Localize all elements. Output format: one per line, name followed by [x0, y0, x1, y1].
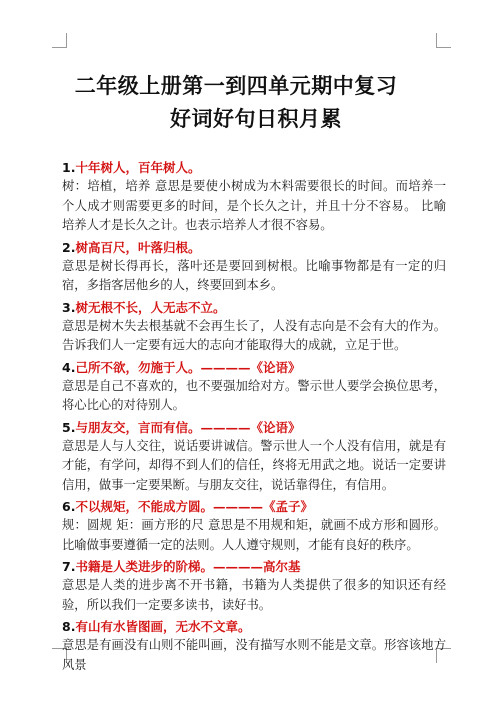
entry-number: 2.: [62, 239, 76, 255]
entry-number: 5.: [62, 419, 76, 435]
entry-title: [62, 617, 446, 636]
entry-title-text: 树高百尺，叶落归根。: [75, 239, 201, 255]
entry-number: 3.: [62, 299, 76, 315]
entry-number: 8.: [62, 619, 76, 634]
entry-title-text: 己所不欲，勿施于人。————《论语》: [75, 359, 301, 375]
entry-title-text: 与朋友交，言而有信。————《论语》: [75, 419, 301, 435]
entry-body: 意思是树长得再长，落叶还是要回到树根。比喻事物都是有一定的归宿，多指客居他乡的人，终要回到本乡。: [62, 258, 446, 292]
entry-title-text: 不以规矩，不能成方圆。————《孟子》: [75, 499, 313, 514]
entry-body: 意思是有画没有山则不能叫画，没有描写水则不能是文章。形容该地方风景: [62, 638, 446, 672]
entries-list: [62, 158, 446, 677]
entry-title: [62, 497, 446, 516]
entry-body: 意思是树木失去根基就不会再生长了，人没有志向是不会有大的作为。告诉我们人一定要有远大的志向才能取得大的成就，立足于世。: [62, 318, 446, 352]
entry-number: 7.: [62, 559, 76, 574]
entry-body: 意思是人与人交往，说话要讲诚信。警示世人一个人没有信用，就是有才能，有学问，却得不到人们的信任，终将无用武之地。说话一定要讲信用，做事一定要果断。与朋友交往，说话靠得住，有信用。: [62, 438, 446, 492]
crop-mark-top-left: [52, 33, 67, 48]
entry-body: 意思是人类的进步离不开书籍，书籍为人类提供了很多的知识还有经验，所以我们一定要多读书，读好书。: [62, 578, 446, 612]
entry-title: [62, 557, 446, 576]
entry-body: 规：圆规 矩：画方形的尺 意思是不用规和矩，就画不成方形和圆形。比喻做事要遵循一定的法则。人人遵守规则，才能有良好的秩序。: [62, 518, 446, 552]
entry-title: [62, 238, 446, 257]
entry-title-text: 十年树人，百年树人。: [75, 160, 201, 175]
entry-body: 意思是自己不喜欢的，也不要强加给对方。警示世人要学会换位思考，将心比心的对待别人。: [62, 378, 446, 412]
entry-title: [62, 418, 446, 437]
entry-title-text: 书籍是人类进步的阶梯。————高尔基: [75, 559, 301, 574]
crop-mark-top-right: [436, 33, 451, 48]
entry-title-text: 有山有水皆图画，无水不文章。: [75, 619, 251, 634]
entry-title-text: 树无根不长，人无志不立。: [75, 299, 226, 315]
entry-number: 4.: [62, 359, 76, 375]
entry-title: [62, 358, 446, 377]
entry-title: [62, 298, 446, 317]
page-title: 二年级上册第一到四单元期中复习: [74, 74, 398, 98]
entry-number: 1.: [62, 160, 76, 175]
entry-title: [62, 158, 446, 177]
entry-number: 6.: [62, 499, 76, 514]
entry-body: 树：培植，培养 意思是要使小树成为木料需要很长的时间。而培养一个人成才则需要更多的时间，是个长久之计，并且十分不容易。 比喻培养人才是长久之计。也表示培养人才很不容易。: [62, 179, 446, 232]
page-subtitle: 好词好句日积月累: [170, 107, 342, 131]
